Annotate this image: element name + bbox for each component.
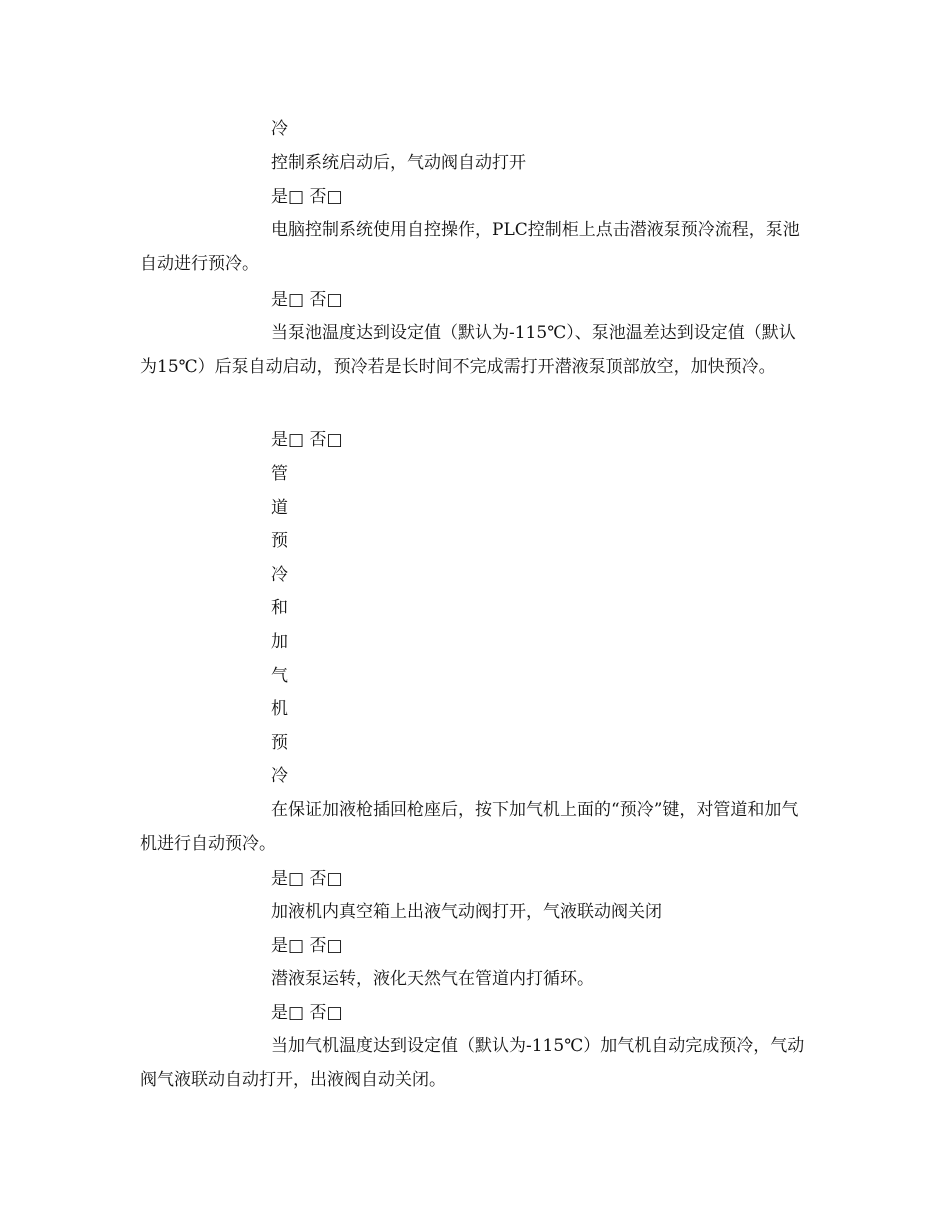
step-7-text: 当加气机温度达到设定值（默认为-115℃）加气机自动完成预冷，气动阀气液联动自动打开，出液阀自动关闭。: [140, 1036, 805, 1090]
check-row-3: 是□ 否□: [271, 430, 343, 450]
section-title-char: 和: [271, 598, 288, 618]
check-row-1: 是□ 否□: [271, 187, 343, 207]
step-3-text: 当泵池温度达到设定值（默认为-115℃）、泵池温差达到设定值（默认为15℃）后泵自动启动，预冷若是长时间不完成需打开潜液泵顶部放空，加快预冷。: [140, 323, 796, 377]
step-6-text: 潜液泵运转，液化天然气在管道内打循环。: [271, 969, 594, 989]
step-1-text: 控制系统启动后，气动阀自动打开: [271, 153, 526, 173]
section-title-char: 道: [271, 498, 288, 518]
section-title-char: 管: [271, 464, 288, 484]
step-4-text: 在保证加液枪插回枪座后，按下加气机上面的“预冷”键，对管道和加气机进行自动预冷。: [140, 800, 799, 854]
check-row-5: 是□ 否□: [271, 936, 343, 956]
check-row-6: 是□ 否□: [271, 1003, 343, 1023]
section-title-char: 预: [271, 733, 288, 753]
top-fragment: 冷: [271, 119, 288, 139]
check-row-4: 是□ 否□: [271, 869, 343, 889]
section-title-char: 机: [271, 699, 288, 719]
section-title-char: 预: [271, 531, 288, 551]
check-row-2: 是□ 否□: [271, 290, 343, 310]
step-2-text: 电脑控制系统使用自控操作，PLC控制柜上点击潜液泵预冷流程，泵池自动进行预冷。: [140, 220, 800, 274]
step-5-text: 加液机内真空箱上出液气动阀打开，气液联动阀关闭: [271, 902, 662, 922]
section-title-char: 冷: [271, 565, 288, 585]
section-title-char: 加: [271, 632, 288, 652]
section-title-char: 气: [271, 666, 288, 686]
section-title-char: 冷: [271, 766, 288, 786]
